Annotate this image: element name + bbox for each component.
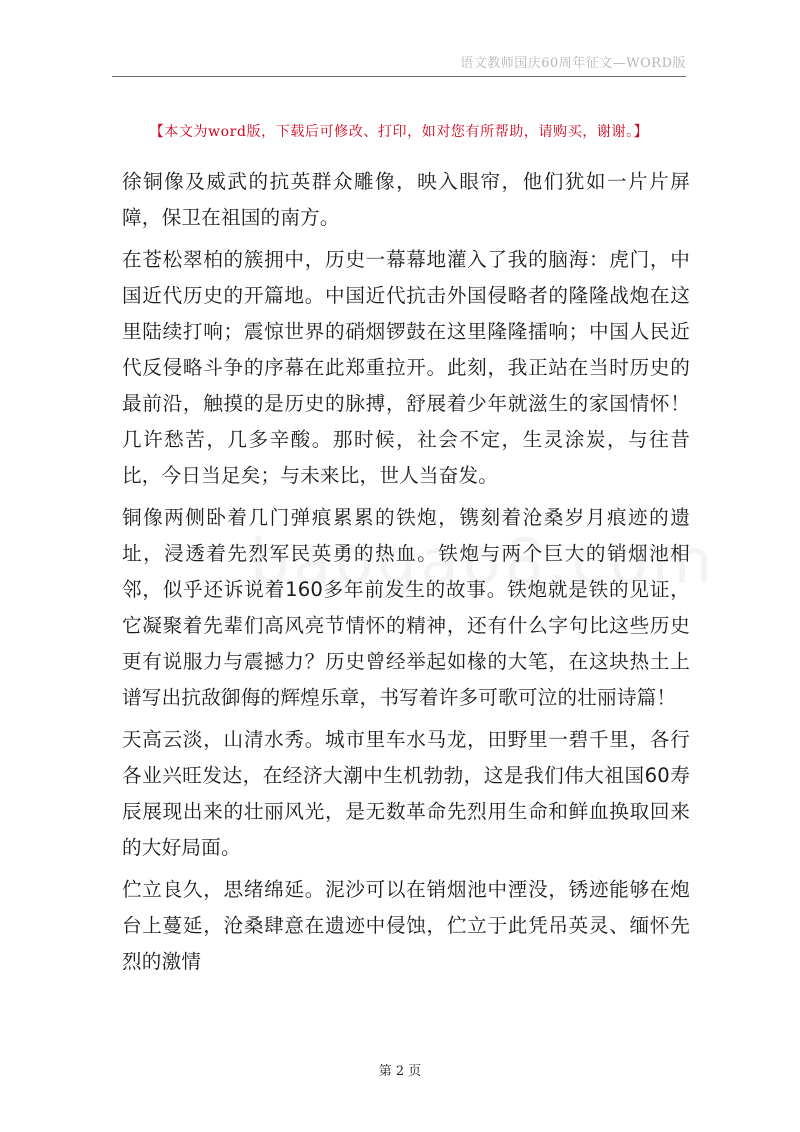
page-number: 第 2 页 [378, 1064, 422, 1079]
paragraph-4: 天高云淡，山清水秀。城市里车水马龙，田野里一碧千里，各行各业兴旺发达，在经济大潮中生机勃勃，这是我们伟大祖国60寿辰展现出来的壮丽风光，是无数革命先烈用生命和鲜血换取回来的大好局面。 [122, 728, 690, 859]
header-divider [112, 76, 686, 77]
article-body [122, 164, 690, 986]
download-notice: 【本文为word版，下载后可修改、打印，如对您有所帮助，请购买，谢谢。】 [149, 124, 649, 140]
paragraph-3: 铜像两侧卧着几门弹痕累累的铁炮，镌刻着沧桑岁月痕迹的遗址，浸透着先烈军民英勇的热血。铁炮与两个巨大的销烟池相邻，似乎还诉说着160多年前发生的故事。铁炮就是铁的见证，它凝聚着先辈们高风亮节情怀的精神，还有什么字句比这些历史更有说服力与震撼力？历史曾经举起如椽的大笔，在这块热土上谱写出抗敌御侮的辉煌乐章，书写着许多可歌可泣的壮丽诗篇！ [122, 506, 690, 709]
paragraph-1: 徐铜像及威武的抗英群众雕像，映入眼帘，他们犹如一片片屏障，保卫在祖国的南方。 [122, 170, 690, 229]
paragraph-2: 在苍松翠柏的簇拥中，历史一幕幕地灌入了我的脑海：虎门，中国近代历史的开篇地。中国近代抗击外国侵略者的隆隆战炮在这里陆续打响；震惊世界的硝烟锣鼓在这里隆隆擂响；中国人民近代反侵略斗争的序幕在此郑重拉开。此刻，我正站在当时历史的最前沿，触摸的是历史的脉搏，舒展着少年就滋生的家国情怀！几许愁苦，几多辛酸。那时候，社会不定，生灵涂炭，与往昔比，今日当足矣；与未来比，世人当奋发。 [122, 248, 690, 487]
paragraph-5: 伫立良久，思绪绵延。泥沙可以在销烟池中湮没，锈迹能够在炮台上蔓延，沧桑肆意在遗迹中侵蚀，伫立于此凭吊英灵、缅怀先烈的激情 [122, 878, 690, 973]
page-header-title: 语文教师国庆60周年征文—WORD版 [460, 56, 686, 71]
